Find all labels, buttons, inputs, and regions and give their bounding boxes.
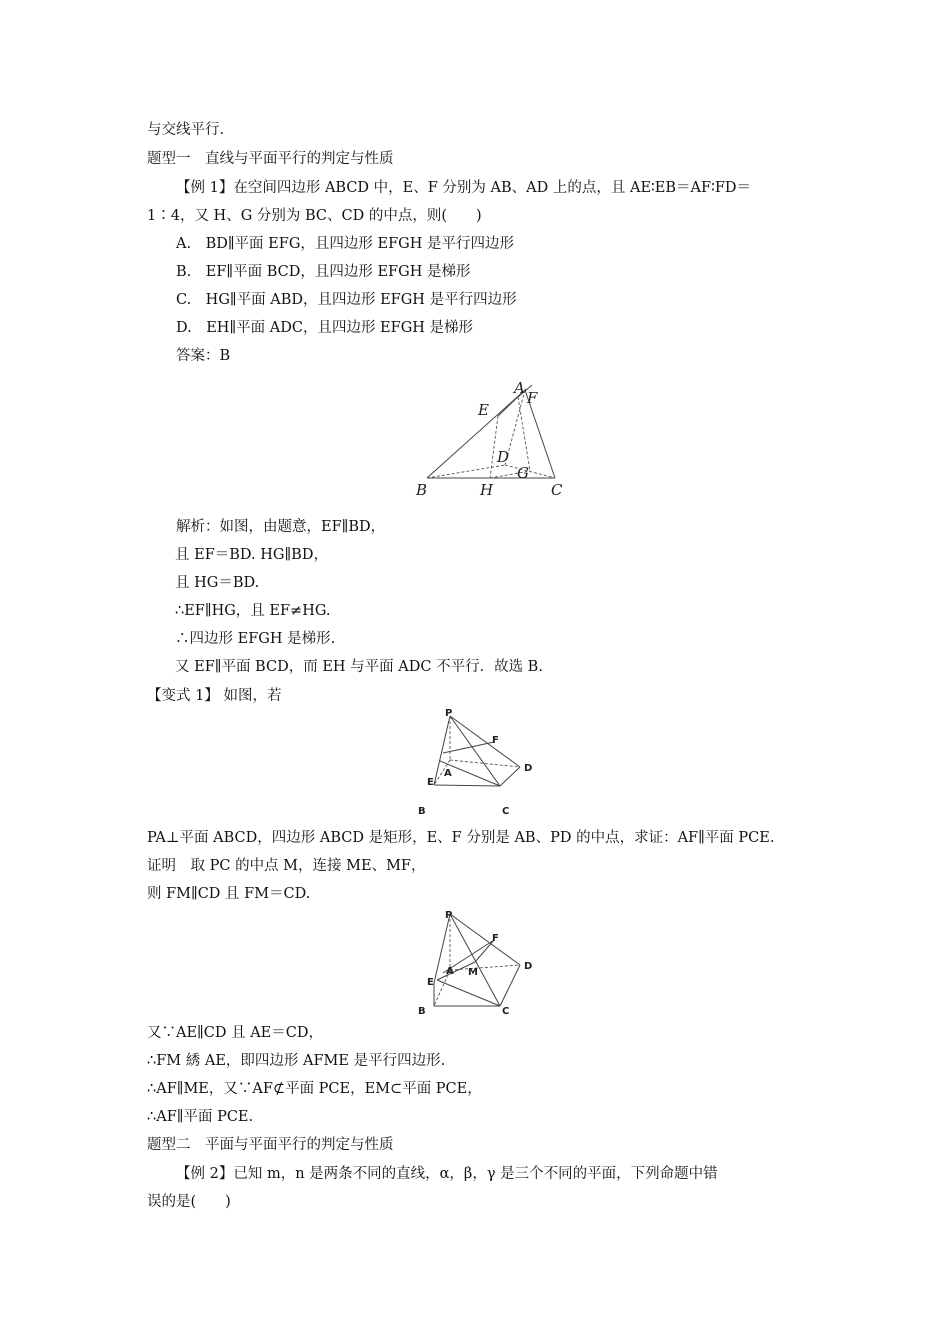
label-d: D [497, 448, 510, 466]
option-d: D. EH∥平面 ADC，且四边形 EFGH 是梯形 [176, 320, 474, 336]
analysis-line: 且 EF＝BD. HG∥BD， [175, 547, 328, 563]
label-a: A [514, 379, 525, 397]
analysis-line: ∴EF∥HG，且 EF≠HG. [175, 603, 331, 619]
proof-line: ∴FM 綉 AE，即四边形 AFME 是平行四边形. [147, 1053, 446, 1069]
label-p: P [445, 910, 453, 921]
label-h: H [480, 481, 494, 499]
label-e: E [427, 977, 434, 988]
example-1-stem-cont: 1∶4，又 H、G 分别为 BC、CD 的中点，则( ) [147, 208, 482, 224]
proof-line: 又∵AE∥CD 且 AE＝CD， [147, 1025, 323, 1041]
proof-line: ∴AF∥ME，又∵AF⊄平面 PCE，EM⊂平面 PCE， [147, 1081, 482, 1097]
section-heading: 题型二 平面与平面平行的判定与性质 [147, 1137, 394, 1153]
label-c: C [502, 1006, 510, 1017]
label-c: C [551, 481, 563, 499]
proof-line: 证明 取 PC 的中点 M，连接 ME、MF， [147, 858, 426, 874]
answer: 答案：B [176, 348, 231, 364]
option-b: B. EF∥平面 BCD，且四边形 EFGH 是梯形 [176, 264, 471, 280]
proof-line: 则 FM∥CD 且 FM＝CD. [147, 886, 311, 902]
section-heading: 题型一 直线与平面平行的判定与性质 [147, 151, 394, 167]
label-f: F [527, 389, 538, 407]
tetrahedron-figure [410, 375, 570, 500]
pyramid-figure-with-midpoint [412, 908, 542, 1018]
label-m: M [468, 967, 478, 978]
pyramid-figure [412, 710, 542, 820]
label-b: B [416, 481, 428, 499]
proof-line: ∴AF∥平面 PCE. [147, 1109, 254, 1125]
label-d: D [524, 961, 533, 972]
label-b: B [418, 806, 426, 817]
analysis-line: 解析：如图，由题意，EF∥BD， [176, 519, 386, 535]
label-e: E [427, 777, 434, 788]
label-b: B [418, 1006, 426, 1017]
variant-1-stem: PA⊥平面 ABCD，四边形 ABCD 是矩形，E、F 分别是 AB、PD 的中点，求证：AF∥平面 PCE. [147, 830, 775, 846]
example-2-stem: 【例 2】已知 m，n 是两条不同的直线，α，β，γ 是三个不同的平面，下列命题中错 [176, 1166, 718, 1182]
example-1-stem: 【例 1】在空间四边形 ABCD 中，E、F 分别为 AB、AD 上的点，且 AE∶EB＝AF∶FD＝ [176, 180, 752, 196]
label-a: A [446, 966, 454, 977]
analysis-line: 又 EF∥平面 BCD，而 EH 与平面 ADC 不平行．故选 B. [175, 659, 543, 675]
text-line: 与交线平行. [147, 122, 225, 138]
label-a: A [444, 768, 452, 779]
option-a: A. BD∥平面 EFG，且四边形 EFGH 是平行四边形 [176, 236, 514, 252]
analysis-line: ∴四边形 EFGH 是梯形. [175, 631, 336, 647]
label-p: P [445, 708, 453, 719]
example-2-stem-cont: 误的是( ) [147, 1194, 231, 1210]
analysis-line: 且 HG＝BD. [175, 575, 260, 591]
label-e: E [478, 401, 489, 419]
label-f: F [492, 735, 499, 746]
option-c: C. HG∥平面 ABD，且四边形 EFGH 是平行四边形 [176, 292, 517, 308]
label-c: C [502, 806, 510, 817]
label-d: D [524, 763, 533, 774]
variant-1-heading: 【变式 1】 如图，若 [147, 688, 282, 704]
label-g: G [517, 464, 529, 482]
label-f: F [492, 933, 499, 944]
